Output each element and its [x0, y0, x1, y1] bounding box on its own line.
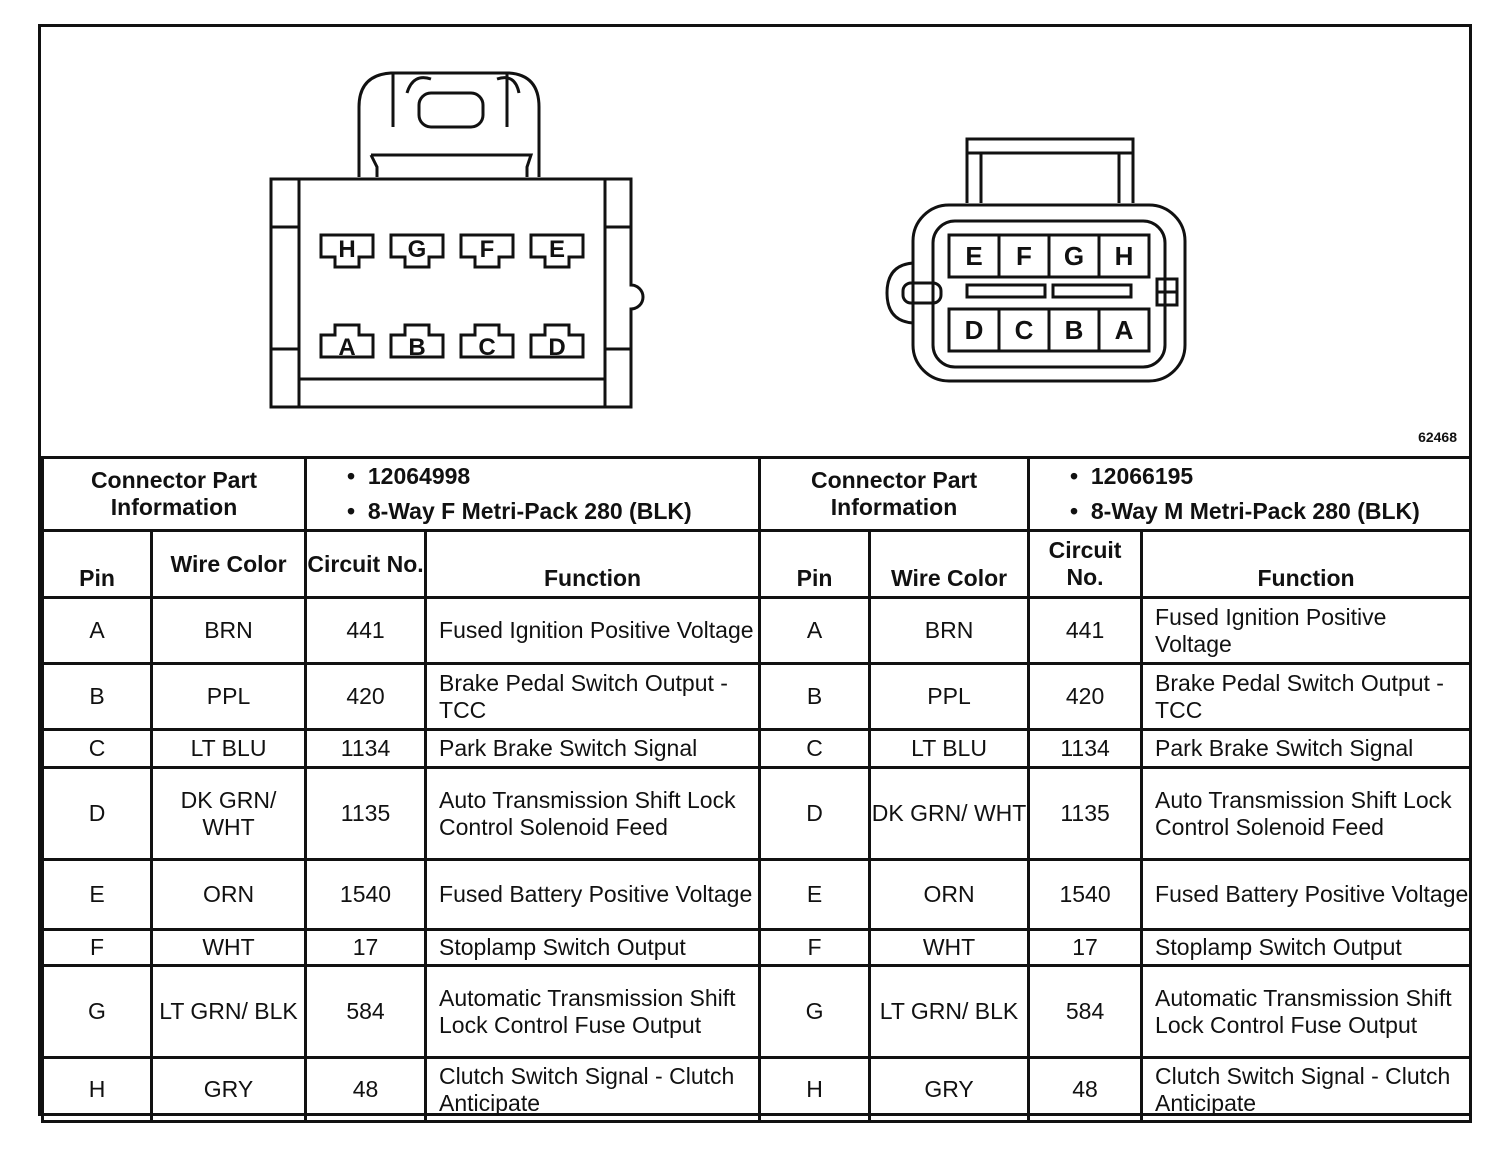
function-cell: Automatic Transmission Shift Lock Control Fuse Output	[1142, 966, 1471, 1058]
left-part-number: • 12064998	[347, 463, 471, 489]
cavity-label: B	[408, 334, 426, 361]
table-row	[43, 1058, 1471, 1122]
cavity-label: F	[1016, 241, 1032, 271]
header-circuit-no: Circuit No.	[306, 531, 426, 598]
circuit-cell: 1134	[1029, 730, 1142, 768]
table-row	[43, 860, 1471, 930]
cavity-label: A	[338, 334, 356, 361]
figure-number: 62468	[1418, 429, 1457, 445]
cavity-label: F	[479, 236, 495, 263]
pin-cell: F	[760, 930, 870, 966]
function-cell: Fused Ignition Positive Voltage	[426, 598, 760, 664]
right-connector-drawing	[887, 139, 1185, 381]
right-connector-info-values	[1029, 458, 1471, 531]
table-row	[43, 930, 1471, 966]
header-wire-color: Wire Color	[870, 531, 1029, 598]
function-cell: Brake Pedal Switch Output - TCC	[1142, 664, 1471, 730]
connector-illustrations	[41, 27, 1469, 457]
diagram-frame	[38, 24, 1472, 1116]
cavity-label: G	[407, 236, 427, 263]
cavity-label: A	[1114, 315, 1134, 345]
circuit-cell: 420	[306, 664, 426, 730]
circuit-cell: 1135	[306, 768, 426, 860]
left-connector-description: • 8-Way F Metri-Pack 280 (BLK)	[347, 498, 692, 524]
header-wire-color: Wire Color	[152, 531, 306, 598]
cavity-label: D	[548, 334, 566, 361]
header-circuit-no: Circuit No.	[1029, 531, 1142, 598]
wire-color-cell: GRY	[870, 1058, 1029, 1122]
table-row	[43, 730, 1471, 768]
pin-cell: F	[43, 930, 152, 966]
pin-cell: E	[760, 860, 870, 930]
left-connector-info-values	[306, 458, 760, 531]
part-number-text: 12064998	[367, 463, 471, 489]
wire-color-cell: ORN	[870, 860, 1029, 930]
wire-color-cell: PPL	[152, 664, 306, 730]
pin-cell: H	[43, 1058, 152, 1122]
function-cell: Stoplamp Switch Output	[1142, 930, 1471, 966]
connector-info-row	[43, 458, 1471, 531]
wire-color-cell: DK GRN/ WHT	[152, 768, 306, 860]
left-connector-info-label: Connector Part Information	[43, 458, 306, 531]
pin-cell: E	[43, 860, 152, 930]
cavity-label: G	[1063, 241, 1085, 271]
wire-color-cell: WHT	[152, 930, 306, 966]
pin-cell: C	[43, 730, 152, 768]
function-cell: Park Brake Switch Signal	[426, 730, 760, 768]
circuit-cell: 1540	[1029, 860, 1142, 930]
connector-drawing-area	[41, 27, 1469, 457]
wire-color-cell: LT BLU	[870, 730, 1029, 768]
function-cell: Park Brake Switch Signal	[1142, 730, 1471, 768]
function-cell: Auto Transmission Shift Lock Control Solenoid Feed	[1142, 768, 1471, 860]
wire-color-cell: BRN	[870, 598, 1029, 664]
function-cell: Automatic Transmission Shift Lock Control Fuse Output	[426, 966, 760, 1058]
wire-color-cell: ORN	[152, 860, 306, 930]
pin-cell: C	[760, 730, 870, 768]
circuit-cell: 1540	[306, 860, 426, 930]
right-connector-description: • 8-Way M Metri-Pack 280 (BLK)	[1070, 498, 1420, 524]
cavity-label: H	[1114, 241, 1134, 271]
circuit-cell: 17	[1029, 930, 1142, 966]
circuit-cell: 441	[1029, 598, 1142, 664]
wire-color-cell: LT BLU	[152, 730, 306, 768]
wire-color-cell: LT GRN/ BLK	[870, 966, 1029, 1058]
right-connector-info-label: Connector Part Information	[760, 458, 1029, 531]
header-pin: Pin	[43, 531, 152, 598]
table-row	[43, 966, 1471, 1058]
cavity-label: D	[964, 315, 984, 345]
circuit-cell: 17	[306, 930, 426, 966]
pin-cell: G	[760, 966, 870, 1058]
function-cell: Fused Battery Positive Voltage	[426, 860, 760, 930]
circuit-cell: 420	[1029, 664, 1142, 730]
function-cell: Stoplamp Switch Output	[426, 930, 760, 966]
circuit-cell: 584	[1029, 966, 1142, 1058]
wire-color-cell: LT GRN/ BLK	[152, 966, 306, 1058]
pin-cell: D	[760, 768, 870, 860]
pin-cell: A	[43, 598, 152, 664]
function-cell: Fused Ignition Positive Voltage	[1142, 598, 1471, 664]
circuit-cell: 441	[306, 598, 426, 664]
cavity-label: E	[965, 241, 983, 271]
table-row	[43, 768, 1471, 860]
connector-description-text: 8-Way M Metri-Pack 280 (BLK)	[1090, 498, 1420, 524]
function-cell: Brake Pedal Switch Output - TCC	[426, 664, 760, 730]
wire-color-cell: DK GRN/ WHT	[870, 768, 1029, 860]
header-function: Function	[1142, 531, 1471, 598]
connector-description-text: 8-Way F Metri-Pack 280 (BLK)	[367, 498, 692, 524]
table-row	[43, 664, 1471, 730]
right-part-number: • 12066195	[1070, 463, 1194, 489]
wire-color-cell: BRN	[152, 598, 306, 664]
circuit-cell: 1134	[306, 730, 426, 768]
cavity-label: E	[548, 236, 566, 263]
circuit-cell: 48	[306, 1058, 426, 1122]
pin-cell: D	[43, 768, 152, 860]
pin-cell: H	[760, 1058, 870, 1122]
circuit-cell: 584	[306, 966, 426, 1058]
header-pin: Pin	[760, 531, 870, 598]
pin-cell: G	[43, 966, 152, 1058]
cavity-label: H	[338, 236, 356, 263]
header-function: Function	[426, 531, 760, 598]
cavity-label: C	[478, 334, 496, 361]
pin-cell: A	[760, 598, 870, 664]
left-connector-drawing	[271, 73, 643, 407]
circuit-cell: 48	[1029, 1058, 1142, 1122]
table-row	[43, 598, 1471, 664]
pin-cell: B	[760, 664, 870, 730]
function-cell: Auto Transmission Shift Lock Control Solenoid Feed	[426, 768, 760, 860]
connector-pinout-table	[41, 456, 1472, 1123]
wire-color-cell: WHT	[870, 930, 1029, 966]
cavity-label: B	[1064, 315, 1084, 345]
wire-color-cell: PPL	[870, 664, 1029, 730]
function-cell: Fused Battery Positive Voltage	[1142, 860, 1471, 930]
pinout-rows	[43, 598, 1471, 1122]
wire-color-cell: GRY	[152, 1058, 306, 1122]
part-number-text: 12066195	[1090, 463, 1194, 489]
circuit-cell: 1135	[1029, 768, 1142, 860]
column-header-row	[43, 531, 1471, 598]
cavity-label: C	[1014, 315, 1034, 345]
function-cell: Clutch Switch Signal - Clutch Anticipate	[426, 1058, 760, 1122]
function-cell: Clutch Switch Signal - Clutch Anticipate	[1142, 1058, 1471, 1122]
pin-cell: B	[43, 664, 152, 730]
